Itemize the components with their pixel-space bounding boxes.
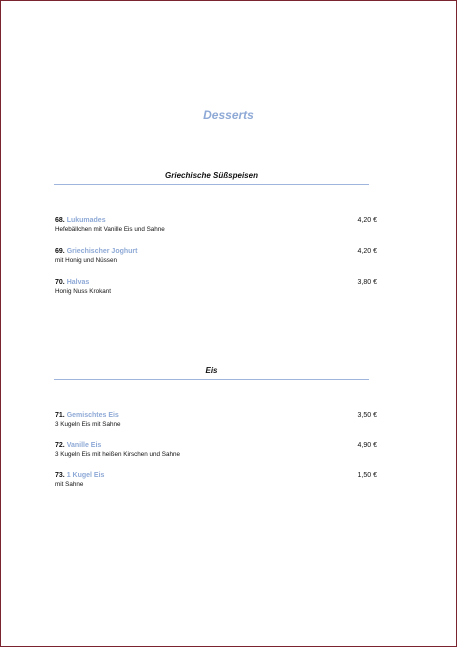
section-divider	[54, 184, 369, 185]
item-number: 73.	[55, 472, 65, 479]
item-name: Halvas	[66, 279, 90, 286]
item-description: Honig Nuss Krokant	[55, 288, 111, 295]
item-price: 3,50 €	[357, 412, 377, 419]
menu-item	[55, 216, 377, 234]
item-price: 3,80 €	[357, 279, 377, 286]
item-price: 4,20 €	[357, 248, 377, 255]
section-heading-eis: Eis	[205, 366, 218, 375]
item-title	[55, 411, 377, 420]
item-number: 69.	[55, 248, 65, 255]
item-number: 68.	[55, 217, 65, 224]
item-description: 3 Kugeln Eis mit Sahne	[55, 421, 121, 428]
item-name: Lukumades	[66, 217, 106, 224]
item-name: Griechischer Joghurt	[66, 248, 138, 255]
menu-item	[55, 247, 377, 265]
item-price: 4,90 €	[357, 442, 377, 449]
page-title: Desserts	[203, 108, 254, 122]
section-heading-griechische: Griechische Süßspeisen	[165, 171, 258, 180]
item-title	[55, 441, 377, 450]
menu-item	[55, 278, 377, 296]
item-price: 4,20 €	[357, 217, 377, 224]
item-title	[55, 278, 377, 287]
item-number: 72.	[55, 442, 65, 449]
item-number: 71.	[55, 412, 65, 419]
menu-item	[55, 411, 377, 429]
item-price: 1,50 €	[357, 472, 377, 479]
item-name: Vanille Eis	[66, 442, 102, 449]
item-title	[55, 247, 377, 256]
item-name: 1 Kugel Eis	[66, 472, 105, 479]
item-title	[55, 216, 377, 225]
section-divider	[54, 379, 369, 380]
item-title	[55, 471, 377, 480]
item-number: 70.	[55, 279, 65, 286]
menu-item	[55, 441, 377, 459]
item-description: 3 Kugeln Eis mit heißen Kirschen und Sahne	[55, 451, 180, 458]
item-description: mit Honig und Nüssen	[55, 257, 117, 264]
item-description: mit Sahne	[55, 481, 84, 488]
item-description: Hefebällchen mit Vanille Eis und Sahne	[55, 226, 165, 233]
item-name: Gemischtes Eis	[66, 412, 119, 419]
menu-item	[55, 471, 377, 489]
